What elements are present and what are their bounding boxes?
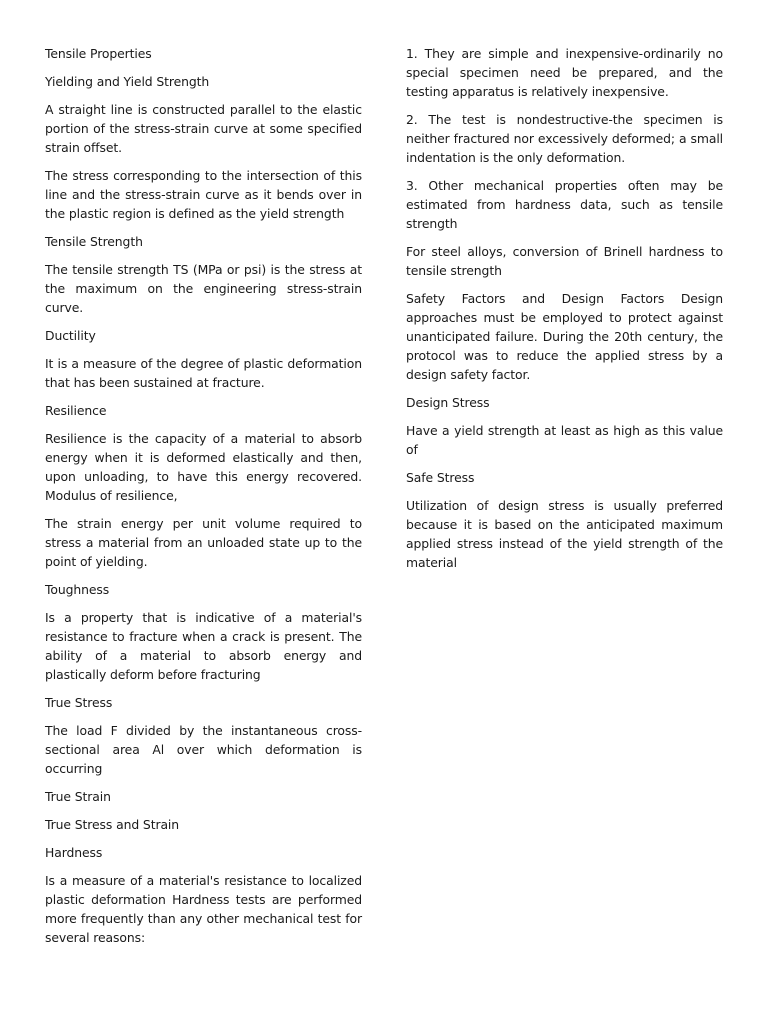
paragraph-reason-2: 2. The test is nondestructive-the specimen is neither fractured nor excessively deformed; a small indentation is the only deformation.: [406, 112, 723, 165]
heading-yield-strength: Yielding and Yield Strength: [45, 74, 210, 89]
heading-toughness: Toughness: [45, 582, 110, 597]
heading-resilience: Resilience: [45, 403, 107, 418]
heading-true-stress-strain: True Stress and Strain: [45, 817, 180, 832]
heading-design-stress: Design Stress: [406, 395, 490, 410]
left-column: [45, 44, 362, 956]
paragraph-design-stress: Have a yield strength at least as high as this value of: [406, 423, 723, 457]
heading-safe-stress: Safe Stress: [406, 470, 475, 485]
paragraph-true-stress: The load F divided by the instantaneous cross-sectional area Al over which deformation is occurring: [45, 723, 362, 776]
paragraph-tensile-strength: The tensile strength TS (MPa or psi) is the stress at the maximum on the engineering stress-strain curve.: [45, 262, 362, 315]
paragraph-strain-energy: The strain energy per unit volume required to stress a material from an unloaded state up to the point of yielding.: [45, 516, 362, 569]
paragraph-offset-line: A straight line is constructed parallel to the elastic portion of the stress-strain curve at some specified strain offset.: [45, 102, 362, 155]
heading-hardness: Hardness: [45, 845, 103, 860]
right-column: [406, 44, 723, 581]
paragraph-safe-stress: Utilization of design stress is usually preferred because it is based on the anticipated maximum applied stress instead of the yield strength of the material: [406, 498, 723, 570]
paragraph-safety-factors: Safety Factors and Design Factors Design approaches must be employed to protect against unanticipated failure. During the 20th century, the protocol was to reduce the applied stress by a design safety factor.: [406, 291, 723, 382]
paragraph-ductility: It is a measure of the degree of plastic deformation that has been sustained at fracture.: [45, 356, 362, 390]
paragraph-yield-definition: The stress corresponding to the intersection of this line and the stress-strain curve as it bends over in the plastic region is defined as the yield strength: [45, 168, 362, 221]
heading-true-stress: True Stress: [45, 695, 113, 710]
paragraph-reason-1: 1. They are simple and inexpensive-ordinarily no special specimen need be prepared, and the testing apparatus is relatively inexpensive.: [406, 46, 723, 99]
heading-tensile-strength: Tensile Strength: [45, 234, 143, 249]
heading-tensile-properties: Tensile Properties: [45, 46, 152, 61]
paragraph-brinell-conversion: For steel alloys, conversion of Brinell hardness to tensile strength: [406, 244, 723, 278]
heading-ductility: Ductility: [45, 328, 96, 343]
paragraph-hardness: Is a measure of a material's resistance to localized plastic deformation Hardness tests are performed more frequently than any other mechanical test for several reasons:: [45, 873, 362, 945]
paragraph-toughness: Is a property that is indicative of a material's resistance to fracture when a crack is present. The ability of a material to absorb energy and plastically deform before fracturing: [45, 610, 362, 682]
paragraph-reason-3: 3. Other mechanical properties often may be estimated from hardness data, such as tensile strength: [406, 178, 723, 231]
paragraph-resilience: Resilience is the capacity of a material to absorb energy when it is deformed elastically and then, upon unloading, to have this energy recovered. Modulus of resilience,: [45, 431, 362, 503]
heading-true-strain: True Strain: [45, 789, 111, 804]
